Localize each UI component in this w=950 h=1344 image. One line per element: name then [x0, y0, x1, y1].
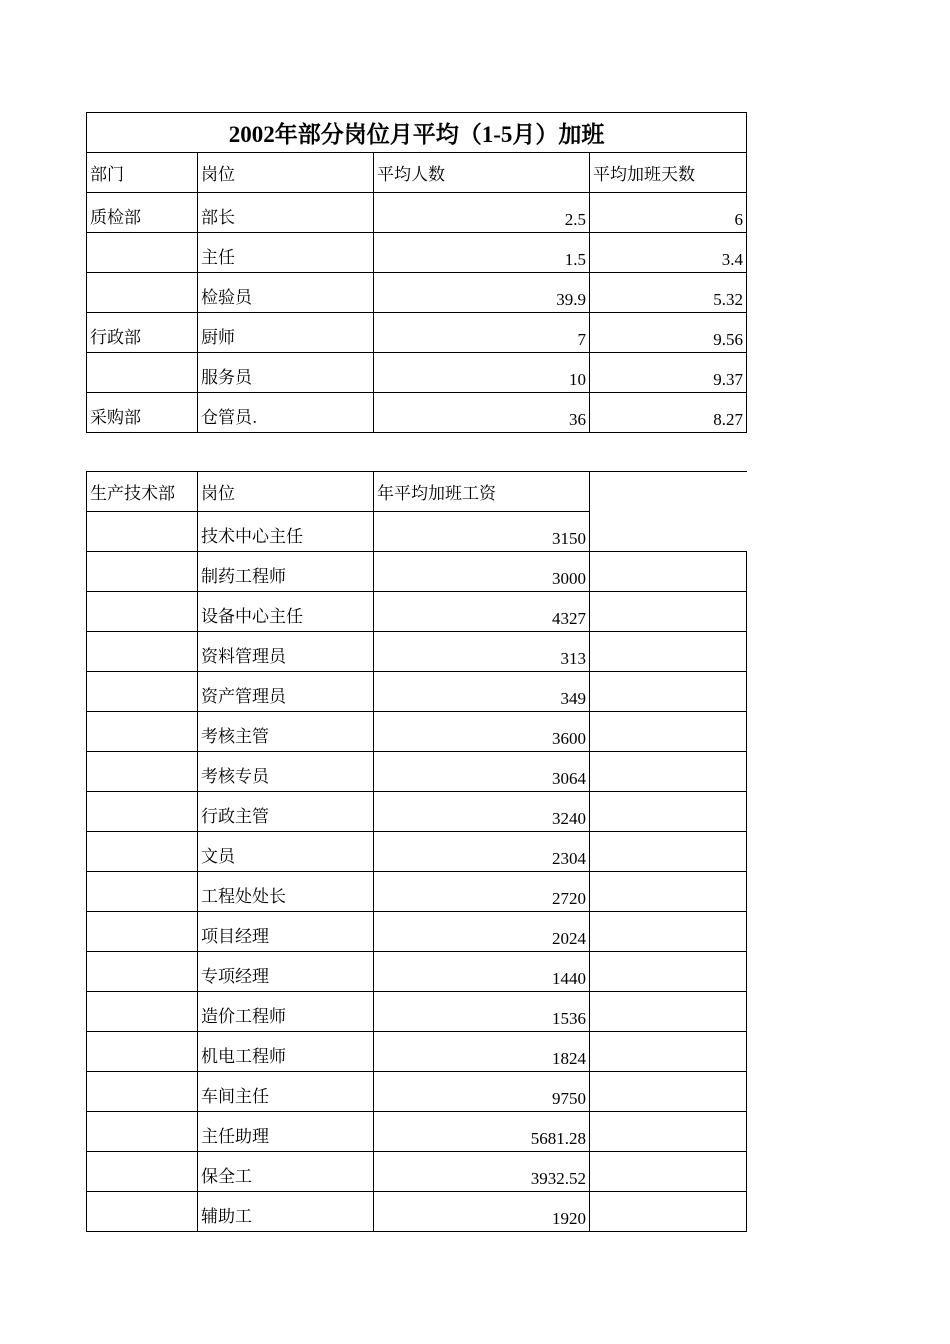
cell-post[interactable]: 机电工程师 — [198, 1032, 374, 1072]
cell-wage[interactable]: 2024 — [374, 912, 590, 952]
blank-cell[interactable] — [590, 632, 747, 672]
cell-wage[interactable]: 3150 — [374, 512, 590, 552]
cell-dept-blank[interactable] — [87, 672, 198, 712]
header-annual-wage[interactable]: 年平均加班工资 — [374, 472, 590, 512]
blank-cell[interactable] — [590, 1192, 747, 1232]
cell-post[interactable]: 技术中心主任 — [198, 512, 374, 552]
header-production-dept[interactable]: 生产技术部 — [87, 472, 198, 512]
table-row — [87, 632, 747, 672]
blank-cell[interactable] — [590, 552, 747, 592]
cell-post[interactable]: 专项经理 — [198, 952, 374, 992]
cell-post[interactable]: 主任助理 — [198, 1112, 374, 1152]
cell-dept-blank[interactable] — [87, 992, 198, 1032]
cell-dept-blank[interactable] — [87, 1072, 198, 1112]
cell-dept-blank[interactable] — [87, 912, 198, 952]
cell-dept-blank[interactable] — [87, 952, 198, 992]
table-row — [87, 273, 747, 313]
cell-post[interactable]: 考核主管 — [198, 712, 374, 752]
table-row — [87, 1112, 747, 1152]
cell-wage[interactable]: 3932.52 — [374, 1152, 590, 1192]
cell-dept-blank[interactable] — [87, 832, 198, 872]
cell-dept[interactable] — [87, 353, 198, 393]
cell-post[interactable]: 工程处处长 — [198, 872, 374, 912]
cell-avg-days[interactable]: 9.37 — [590, 353, 747, 393]
overtime-summary-table-wrapper — [86, 112, 744, 432]
cell-avg-people[interactable]: 1.5 — [374, 233, 590, 273]
cell-avg-people[interactable]: 36 — [374, 393, 590, 433]
table-row — [87, 1072, 747, 1112]
blank-cell[interactable] — [590, 992, 747, 1032]
cell-wage[interactable]: 1920 — [374, 1192, 590, 1232]
cell-wage[interactable]: 2304 — [374, 832, 590, 872]
cell-post[interactable]: 检验员 — [198, 273, 374, 313]
cell-dept[interactable]: 行政部 — [87, 313, 198, 353]
table-row — [87, 393, 747, 433]
cell-post[interactable]: 仓管员. — [198, 393, 374, 433]
cell-post[interactable]: 项目经理 — [198, 912, 374, 952]
annual-overtime-wage-table — [86, 471, 747, 1232]
cell-wage[interactable]: 1536 — [374, 992, 590, 1032]
table-row — [87, 872, 747, 912]
cell-post[interactable]: 资产管理员 — [198, 672, 374, 712]
table-row — [87, 313, 747, 353]
table-row — [87, 952, 747, 992]
cell-post[interactable]: 厨师 — [198, 313, 374, 353]
header-dept[interactable]: 部门 — [87, 153, 198, 193]
blank-cell[interactable] — [590, 672, 747, 712]
cell-dept-blank[interactable] — [87, 512, 198, 552]
cell-wage[interactable]: 3240 — [374, 792, 590, 832]
cell-avg-days[interactable]: 9.56 — [590, 313, 747, 353]
blank-cell[interactable] — [590, 752, 747, 792]
cell-dept-blank[interactable] — [87, 1152, 198, 1192]
cell-post[interactable]: 辅助工 — [198, 1192, 374, 1232]
cell-post[interactable]: 文员 — [198, 832, 374, 872]
cell-wage[interactable]: 313 — [374, 632, 590, 672]
cell-avg-people[interactable]: 7 — [374, 313, 590, 353]
cell-wage[interactable]: 1824 — [374, 1032, 590, 1072]
cell-dept[interactable]: 采购部 — [87, 393, 198, 433]
cell-wage[interactable]: 349 — [374, 672, 590, 712]
table-row — [87, 1192, 747, 1232]
table-row — [87, 992, 747, 1032]
table-row — [87, 592, 747, 632]
cell-dept[interactable]: 质检部 — [87, 193, 198, 233]
header-post[interactable]: 岗位 — [198, 153, 374, 193]
blank-cell[interactable] — [590, 1152, 747, 1192]
cell-wage[interactable]: 9750 — [374, 1072, 590, 1112]
cell-dept-blank[interactable] — [87, 552, 198, 592]
blank-cell[interactable] — [590, 832, 747, 872]
cell-wage[interactable]: 3000 — [374, 552, 590, 592]
cell-post[interactable]: 保全工 — [198, 1152, 374, 1192]
header-avg-days[interactable]: 平均加班天数 — [590, 153, 747, 193]
blank-cell[interactable] — [590, 792, 747, 832]
header-post[interactable]: 岗位 — [198, 472, 374, 512]
cell-avg-days[interactable]: 8.27 — [590, 393, 747, 433]
cell-post[interactable]: 资料管理员 — [198, 632, 374, 672]
header-avg-people[interactable]: 平均人数 — [374, 153, 590, 193]
blank-cell[interactable] — [590, 1072, 747, 1112]
cell-dept-blank[interactable] — [87, 592, 198, 632]
cell-post[interactable]: 造价工程师 — [198, 992, 374, 1032]
cell-avg-days[interactable]: 3.4 — [590, 233, 747, 273]
blank-cell[interactable] — [590, 912, 747, 952]
cell-post[interactable]: 主任 — [198, 233, 374, 273]
cell-avg-days[interactable]: 6 — [590, 193, 747, 233]
cell-dept-blank[interactable] — [87, 632, 198, 672]
cell-post[interactable]: 考核专员 — [198, 752, 374, 792]
table-row — [87, 832, 747, 872]
cell-post[interactable]: 服务员 — [198, 353, 374, 393]
cell-wage[interactable]: 4327 — [374, 592, 590, 632]
blank-cell[interactable] — [590, 1032, 747, 1072]
blank-cell[interactable] — [590, 712, 747, 752]
cell-dept-blank[interactable] — [87, 752, 198, 792]
blank-cell[interactable] — [590, 872, 747, 912]
cell-avg-people[interactable]: 10 — [374, 353, 590, 393]
cell-avg-days[interactable]: 5.32 — [590, 273, 747, 313]
table-row — [87, 752, 747, 792]
cell-post[interactable]: 设备中心主任 — [198, 592, 374, 632]
cell-dept-blank[interactable] — [87, 1112, 198, 1152]
blank-cell[interactable] — [590, 952, 747, 992]
blank-cell — [590, 472, 747, 552]
cell-dept-blank[interactable] — [87, 1192, 198, 1232]
cell-wage[interactable]: 5681.28 — [374, 1112, 590, 1152]
table-row — [87, 353, 747, 393]
cell-avg-people[interactable]: 39.9 — [374, 273, 590, 313]
table-row — [87, 792, 747, 832]
table-row — [87, 193, 747, 233]
table-row — [87, 672, 747, 712]
table-title: 2002年部分岗位月平均（1-5月）加班 — [87, 113, 747, 153]
cell-post[interactable]: 车间主任 — [198, 1072, 374, 1112]
blank-cell[interactable] — [590, 592, 747, 632]
cell-wage[interactable]: 2720 — [374, 872, 590, 912]
table-row — [87, 1152, 747, 1192]
cell-wage[interactable]: 3064 — [374, 752, 590, 792]
table-row — [87, 1032, 747, 1072]
overtime-summary-table — [86, 112, 747, 433]
cell-dept[interactable] — [87, 233, 198, 273]
cell-wage[interactable]: 1440 — [374, 952, 590, 992]
table-row — [87, 912, 747, 952]
cell-dept[interactable] — [87, 273, 198, 313]
cell-dept-blank[interactable] — [87, 1032, 198, 1072]
cell-wage[interactable]: 3600 — [374, 712, 590, 752]
cell-dept-blank[interactable] — [87, 792, 198, 832]
blank-cell[interactable] — [590, 1112, 747, 1152]
cell-avg-people[interactable]: 2.5 — [374, 193, 590, 233]
cell-post[interactable]: 制药工程师 — [198, 552, 374, 592]
cell-dept-blank[interactable] — [87, 712, 198, 752]
table-row — [87, 552, 747, 592]
cell-post[interactable]: 部长 — [198, 193, 374, 233]
table-row — [87, 712, 747, 752]
annual-overtime-wage-table-wrapper — [86, 471, 716, 1229]
cell-post[interactable]: 行政主管 — [198, 792, 374, 832]
table-row — [87, 233, 747, 273]
cell-dept-blank[interactable] — [87, 872, 198, 912]
